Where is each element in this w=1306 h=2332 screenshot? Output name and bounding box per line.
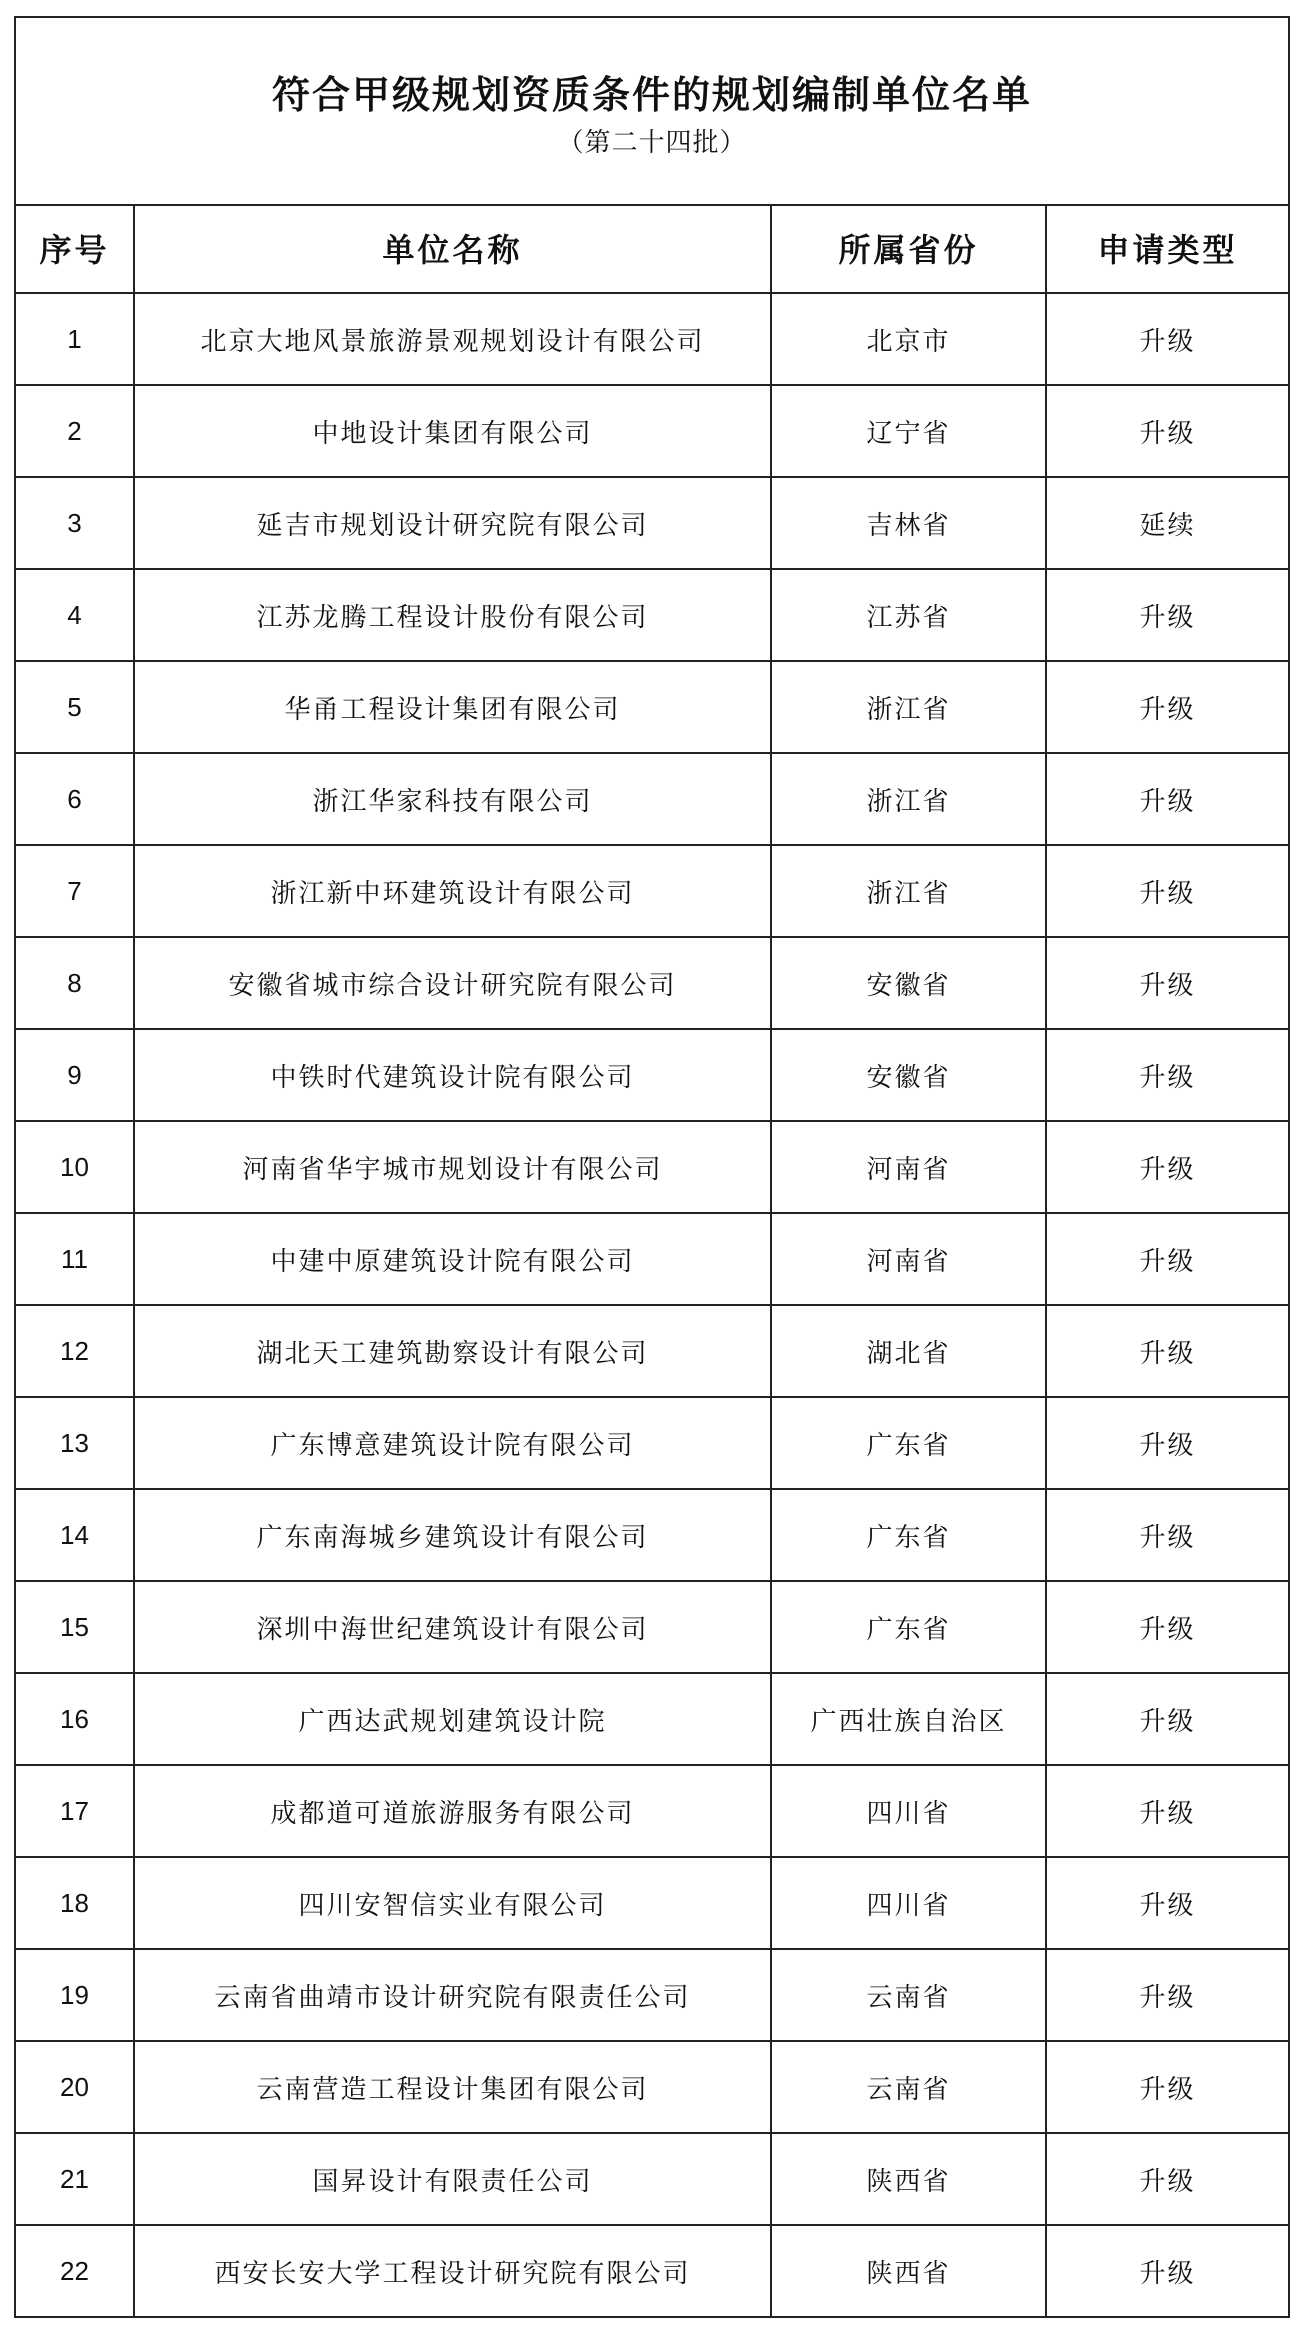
cell-application-type: 升级 (1046, 1765, 1288, 1857)
cell-unit-name: 中地设计集团有限公司 (134, 385, 771, 477)
cell-application-type: 升级 (1046, 1029, 1288, 1121)
cell-serial: 5 (16, 661, 134, 753)
cell-province: 辽宁省 (771, 385, 1046, 477)
table-row (16, 477, 1288, 569)
table-row (16, 2133, 1288, 2225)
table-row (16, 1949, 1288, 2041)
cell-application-type: 升级 (1046, 385, 1288, 477)
cell-application-type: 升级 (1046, 2225, 1288, 2317)
cell-serial: 21 (16, 2133, 134, 2225)
cell-application-type: 升级 (1046, 1673, 1288, 1765)
cell-serial: 15 (16, 1581, 134, 1673)
table-row (16, 1397, 1288, 1489)
cell-application-type: 升级 (1046, 661, 1288, 753)
table-row (16, 937, 1288, 1029)
cell-unit-name: 广西达武规划建筑设计院 (134, 1673, 771, 1765)
cell-serial: 4 (16, 569, 134, 661)
cell-serial: 6 (16, 753, 134, 845)
cell-unit-name: 河南省华宇城市规划设计有限公司 (134, 1121, 771, 1213)
header-serial: 序号 (16, 204, 134, 293)
header-unit-name: 单位名称 (134, 204, 771, 293)
table-row (16, 1029, 1288, 1121)
cell-application-type: 升级 (1046, 1213, 1288, 1305)
table-body (16, 293, 1288, 2317)
cell-serial: 1 (16, 293, 134, 385)
cell-serial: 10 (16, 1121, 134, 1213)
cell-serial: 22 (16, 2225, 134, 2317)
cell-application-type: 升级 (1046, 1121, 1288, 1213)
table-row (16, 1213, 1288, 1305)
cell-serial: 14 (16, 1489, 134, 1581)
table-row (16, 1121, 1288, 1213)
cell-unit-name: 江苏龙腾工程设计股份有限公司 (134, 569, 771, 661)
title-area (16, 18, 1288, 206)
cell-unit-name: 浙江新中环建筑设计有限公司 (134, 845, 771, 937)
cell-unit-name: 浙江华家科技有限公司 (134, 753, 771, 845)
cell-unit-name: 西安长安大学工程设计研究院有限公司 (134, 2225, 771, 2317)
cell-province: 北京市 (771, 293, 1046, 385)
cell-serial: 16 (16, 1673, 134, 1765)
cell-unit-name: 中铁时代建筑设计院有限公司 (134, 1029, 771, 1121)
cell-serial: 3 (16, 477, 134, 569)
header-province: 所属省份 (771, 204, 1046, 293)
cell-province: 云南省 (771, 2041, 1046, 2133)
cell-serial: 8 (16, 937, 134, 1029)
table-row (16, 753, 1288, 845)
table-row (16, 1581, 1288, 1673)
table-row (16, 1489, 1288, 1581)
cell-unit-name: 广东博意建筑设计院有限公司 (134, 1397, 771, 1489)
table-row (16, 845, 1288, 937)
cell-province: 浙江省 (771, 661, 1046, 753)
table-row (16, 2225, 1288, 2317)
cell-unit-name: 安徽省城市综合设计研究院有限公司 (134, 937, 771, 1029)
cell-application-type: 升级 (1046, 845, 1288, 937)
cell-province: 江苏省 (771, 569, 1046, 661)
document-frame (14, 16, 1290, 2318)
cell-unit-name: 成都道可道旅游服务有限公司 (134, 1765, 771, 1857)
header-application-type: 申请类型 (1046, 204, 1288, 293)
cell-serial: 12 (16, 1305, 134, 1397)
cell-province: 陕西省 (771, 2133, 1046, 2225)
cell-application-type: 升级 (1046, 1949, 1288, 2041)
cell-unit-name: 云南省曲靖市设计研究院有限责任公司 (134, 1949, 771, 2041)
cell-application-type: 升级 (1046, 1397, 1288, 1489)
table-row (16, 1305, 1288, 1397)
cell-province: 吉林省 (771, 477, 1046, 569)
document-subtitle: （第二十四批） (557, 128, 747, 158)
cell-application-type: 升级 (1046, 2133, 1288, 2225)
cell-province: 四川省 (771, 1857, 1046, 1949)
cell-serial: 2 (16, 385, 134, 477)
cell-application-type: 升级 (1046, 937, 1288, 1029)
cell-serial: 7 (16, 845, 134, 937)
cell-province: 陕西省 (771, 2225, 1046, 2317)
cell-province: 云南省 (771, 1949, 1046, 2041)
cell-serial: 20 (16, 2041, 134, 2133)
cell-unit-name: 广东南海城乡建筑设计有限公司 (134, 1489, 771, 1581)
cell-province: 浙江省 (771, 753, 1046, 845)
cell-unit-name: 云南营造工程设计集团有限公司 (134, 2041, 771, 2133)
document-title: 符合甲级规划资质条件的规划编制单位名单 (271, 73, 1032, 117)
cell-serial: 13 (16, 1397, 134, 1489)
cell-application-type: 升级 (1046, 293, 1288, 385)
cell-unit-name: 国昇设计有限责任公司 (134, 2133, 771, 2225)
table-row (16, 569, 1288, 661)
cell-application-type: 升级 (1046, 753, 1288, 845)
table-row (16, 385, 1288, 477)
cell-unit-name: 湖北天工建筑勘察设计有限公司 (134, 1305, 771, 1397)
cell-application-type: 升级 (1046, 2041, 1288, 2133)
cell-province: 浙江省 (771, 845, 1046, 937)
table-row (16, 1673, 1288, 1765)
unit-list-table (16, 204, 1288, 2317)
cell-serial: 11 (16, 1213, 134, 1305)
cell-unit-name: 深圳中海世纪建筑设计有限公司 (134, 1581, 771, 1673)
cell-province: 河南省 (771, 1213, 1046, 1305)
cell-application-type: 升级 (1046, 1581, 1288, 1673)
cell-application-type: 延续 (1046, 477, 1288, 569)
cell-province: 河南省 (771, 1121, 1046, 1213)
cell-province: 广东省 (771, 1581, 1046, 1673)
cell-province: 四川省 (771, 1765, 1046, 1857)
cell-application-type: 升级 (1046, 1305, 1288, 1397)
table-row (16, 293, 1288, 385)
cell-application-type: 升级 (1046, 1489, 1288, 1581)
cell-province: 广东省 (771, 1397, 1046, 1489)
cell-province: 安徽省 (771, 937, 1046, 1029)
cell-unit-name: 北京大地风景旅游景观规划设计有限公司 (134, 293, 771, 385)
cell-province: 广东省 (771, 1489, 1046, 1581)
table-header-row (16, 204, 1288, 293)
cell-province: 广西壮族自治区 (771, 1673, 1046, 1765)
cell-unit-name: 中建中原建筑设计院有限公司 (134, 1213, 771, 1305)
table-row (16, 2041, 1288, 2133)
cell-application-type: 升级 (1046, 569, 1288, 661)
cell-province: 湖北省 (771, 1305, 1046, 1397)
cell-serial: 19 (16, 1949, 134, 2041)
cell-serial: 9 (16, 1029, 134, 1121)
cell-unit-name: 四川安智信实业有限公司 (134, 1857, 771, 1949)
cell-unit-name: 延吉市规划设计研究院有限公司 (134, 477, 771, 569)
cell-province: 安徽省 (771, 1029, 1046, 1121)
cell-unit-name: 华甬工程设计集团有限公司 (134, 661, 771, 753)
cell-serial: 18 (16, 1857, 134, 1949)
table-row (16, 1857, 1288, 1949)
table-row (16, 661, 1288, 753)
cell-application-type: 升级 (1046, 1857, 1288, 1949)
table-row (16, 1765, 1288, 1857)
cell-serial: 17 (16, 1765, 134, 1857)
